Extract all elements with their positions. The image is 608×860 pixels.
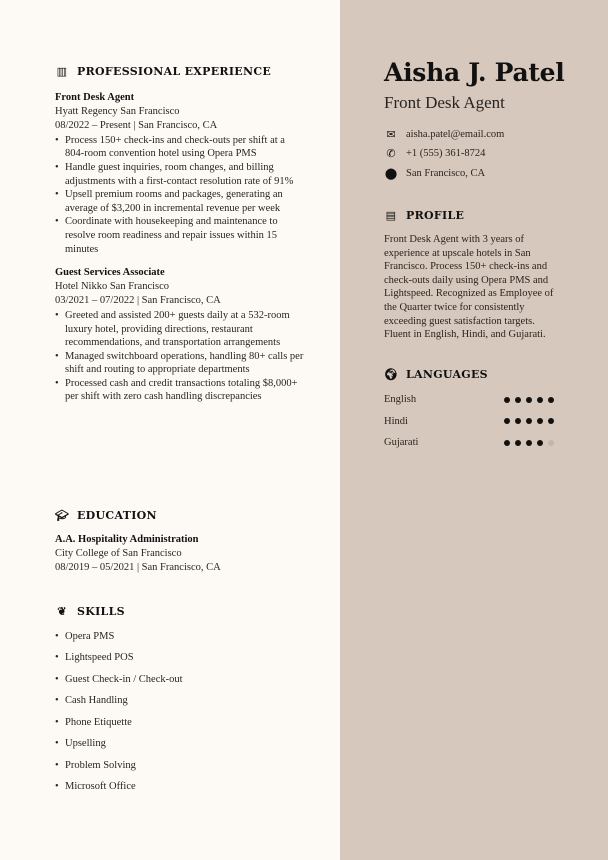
section-heading: SKILLS (77, 605, 125, 618)
job-title: Guest Services Associate (55, 267, 165, 279)
candidate-name: Aisha J. Patel (384, 58, 565, 87)
skill-item: • Problem Solving (55, 759, 305, 773)
job-company: Hyatt Regency San Francisco (55, 105, 180, 117)
level-dot (504, 440, 510, 446)
candidate-title: Front Desk Agent (384, 93, 505, 112)
education-dates: 08/2019 – 05/2021 | San Francisco, CA (55, 562, 221, 574)
skill-item: • Guest Check-in / Check-out (55, 673, 305, 687)
language-name: Hindi (384, 415, 408, 427)
job-entry (55, 266, 305, 404)
contact-location: ⬤ San Francisco, CA (384, 167, 486, 180)
language-name: English (384, 394, 417, 405)
level-dot (526, 418, 532, 424)
section-heading: EDUCATION (77, 509, 157, 522)
languages-section (384, 368, 574, 454)
level-dot (548, 418, 554, 424)
level-dot (526, 397, 532, 403)
skill-item: • Upselling (55, 737, 305, 751)
education-section (55, 509, 305, 575)
phone-icon: ✆ (386, 148, 396, 160)
language-name: Gujarati (384, 437, 419, 448)
profile-section (384, 209, 574, 342)
contact-phone: ✆ +1 (555) 361-8724 (384, 148, 574, 160)
section-heading: PROFILE (406, 209, 465, 222)
skill-item: • Cash Handling (55, 694, 305, 708)
level-dot (504, 397, 510, 403)
level-dot (548, 397, 554, 403)
job-dates: 03/2021 – 07/2022 | San Francisco, CA (55, 295, 221, 307)
language-row (384, 432, 554, 454)
skill-item: • Phone Etiquette (55, 716, 305, 730)
level-dot (515, 440, 521, 446)
language-level (504, 397, 554, 403)
job-bullets (55, 134, 305, 256)
sidebar (340, 0, 608, 860)
experience-section (55, 65, 305, 414)
profile-text: Front Desk Agent with 3 years of experience at upscale hotels in San Francisco. Process 150+ check-ins and check-outs daily using Opera PMS and Lightspeed. Recognized as Employee of the Quarter twice for consistently exceeding guest satisfaction targets. Fluent in English, Hindi, and Gujarati. (384, 234, 554, 341)
level-dot (537, 440, 543, 446)
school: City College of San Francisco (55, 547, 182, 559)
graduation-cap-icon: 🎓︎ (54, 509, 70, 522)
job-company: Hotel Nikko San Francisco (55, 280, 170, 292)
degree: A.A. Hospitality Administration (55, 534, 199, 545)
level-dot (504, 418, 510, 424)
level-dot (526, 440, 532, 446)
section-heading: PROFESSIONAL EXPERIENCE (77, 65, 272, 78)
job-dates: 08/2022 – Present | San Francisco, CA (55, 120, 218, 132)
job-entry (55, 91, 305, 256)
job-bullets (55, 309, 305, 404)
level-dot (548, 440, 554, 446)
sprout-icon: ❦ (57, 605, 67, 618)
skill-item: • Lightspeed POS (55, 651, 305, 665)
level-dot (537, 397, 543, 403)
skill-item: • Opera PMS (55, 630, 305, 644)
section-heading: LANGUAGES (406, 367, 488, 381)
language-level (504, 418, 554, 424)
contact-email[interactable]: ✉ aisha.patel@email.com (384, 128, 574, 140)
bullet: • Coordinate with housekeeping and maintenance to resolve room readiness and repair issues within 15 minutes (55, 215, 305, 256)
level-dot (537, 418, 543, 424)
level-dot (515, 397, 521, 403)
bullet: • Handle guest inquiries, room changes, and billing adjustments with a first-contact resolution rate of 91% (55, 161, 305, 188)
bullet: • Process 150+ check-ins and check-outs per shift at a 804-room convention hotel using Opera PMS (55, 134, 305, 161)
bullet: • Greeted and assisted 200+ guests daily at a 532-room luxury hotel, providing directions, restaurant recommendations, and transportation arrangements (55, 309, 305, 350)
envelope-icon: ✉ (386, 128, 396, 141)
bullet: • Managed switchboard operations, handling 80+ calls per shift and routing to appropriate departments (55, 350, 305, 377)
map-pin-icon: ⬤ (384, 167, 398, 180)
bullet: • Upsell premium rooms and packages, generating an average of $3,200 in incremental revenue per week (55, 188, 305, 215)
skill-item: • Microsoft Office (55, 780, 305, 794)
globe-icon: 🌍︎ (383, 367, 399, 381)
id-card-icon: ▤ (385, 209, 397, 222)
bullet: • Processed cash and credit transactions totaling $8,000+ per shift with zero cash handling discrepancies (55, 377, 305, 404)
language-level (504, 440, 554, 446)
skills-section (55, 605, 305, 802)
language-row (384, 389, 554, 411)
language-row (384, 410, 554, 432)
job-title: Front Desk Agent (55, 92, 135, 103)
level-dot (515, 418, 521, 424)
books-icon: ▥ (56, 65, 68, 78)
